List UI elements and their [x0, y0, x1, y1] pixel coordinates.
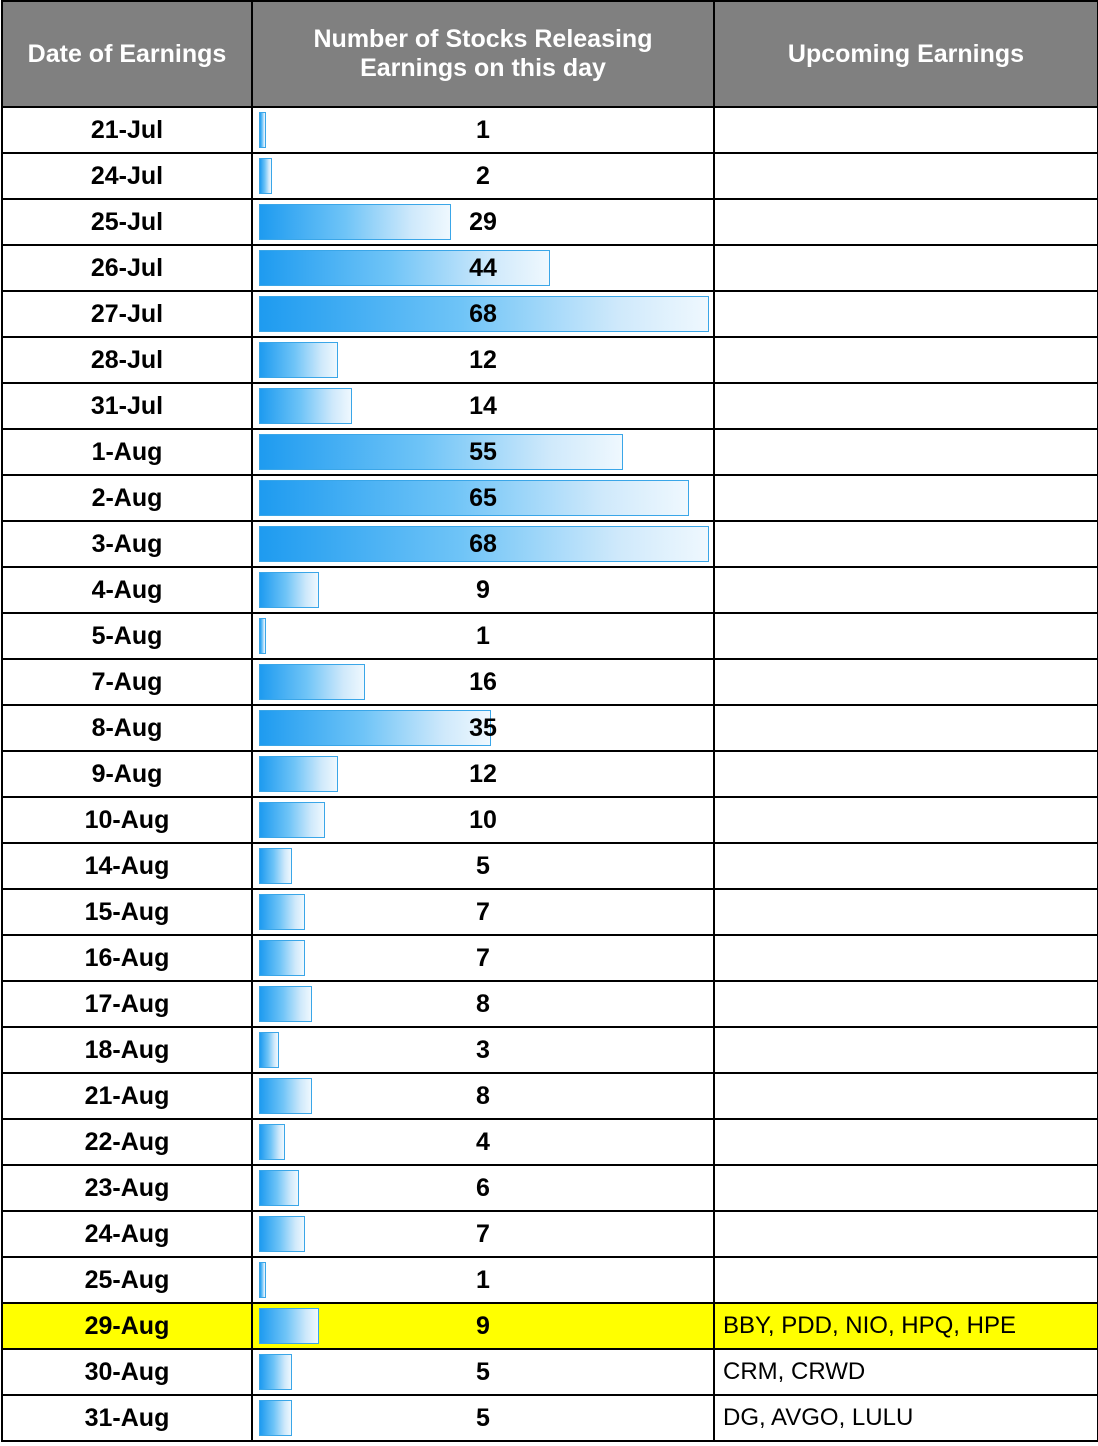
cell-count-value: 35 [469, 713, 497, 742]
cell-date: 4-Aug [2, 567, 252, 613]
cell-date: 29-Aug [2, 1303, 252, 1349]
cell-count-databar [252, 245, 714, 291]
table-row [2, 797, 1098, 843]
cell-upcoming-earnings [714, 981, 1098, 1027]
cell-count-value: 55 [469, 437, 497, 466]
table-row [2, 751, 1098, 797]
cell-date: 22-Aug [2, 1119, 252, 1165]
cell-date: 7-Aug [2, 659, 252, 705]
column-header-count: Number of Stocks Releasing Earnings on this day [252, 1, 714, 107]
table-row [2, 889, 1098, 935]
header-row [2, 1, 1098, 107]
databar-wrapper [259, 392, 707, 421]
table-row [2, 843, 1098, 889]
cell-count-value: 29 [469, 207, 497, 236]
databar-wrapper [259, 1036, 707, 1065]
cell-count-databar [252, 1395, 714, 1441]
cell-upcoming-earnings [714, 797, 1098, 843]
cell-count-databar [252, 199, 714, 245]
table-row [2, 429, 1098, 475]
table-row [2, 1073, 1098, 1119]
cell-upcoming-earnings [714, 153, 1098, 199]
cell-count-value: 4 [476, 1127, 490, 1156]
databar-wrapper [259, 208, 707, 237]
cell-count-databar [252, 705, 714, 751]
cell-upcoming-earnings [714, 1165, 1098, 1211]
cell-count-value: 1 [476, 621, 490, 650]
cell-count-value: 7 [476, 897, 490, 926]
cell-count-value: 6 [476, 1173, 490, 1202]
table-row [2, 1395, 1098, 1441]
table-row [2, 1303, 1098, 1349]
table-row [2, 521, 1098, 567]
databar-wrapper [259, 852, 707, 881]
cell-upcoming-earnings [714, 705, 1098, 751]
cell-upcoming-earnings [714, 245, 1098, 291]
cell-date: 24-Jul [2, 153, 252, 199]
databar-wrapper [259, 438, 707, 467]
cell-count-value: 5 [476, 1357, 490, 1386]
cell-count-databar [252, 475, 714, 521]
cell-count-databar [252, 1027, 714, 1073]
cell-count-databar [252, 1303, 714, 1349]
cell-upcoming-earnings [714, 843, 1098, 889]
cell-count-databar [252, 797, 714, 843]
cell-count-value: 8 [476, 989, 490, 1018]
table-row [2, 337, 1098, 383]
cell-upcoming-earnings [714, 475, 1098, 521]
column-header-upcoming: Upcoming Earnings [714, 1, 1098, 107]
cell-date: 17-Aug [2, 981, 252, 1027]
databar-wrapper [259, 1266, 707, 1295]
table-row [2, 199, 1098, 245]
cell-upcoming-earnings [714, 199, 1098, 245]
cell-date: 10-Aug [2, 797, 252, 843]
cell-count-databar [252, 935, 714, 981]
cell-count-value: 2 [476, 161, 490, 190]
cell-date: 25-Aug [2, 1257, 252, 1303]
cell-date: 31-Jul [2, 383, 252, 429]
table-row [2, 935, 1098, 981]
cell-count-databar [252, 1349, 714, 1395]
databar-wrapper [259, 760, 707, 789]
cell-count-databar [252, 889, 714, 935]
cell-count-databar [252, 1211, 714, 1257]
databar-wrapper [259, 346, 707, 375]
table-header [2, 1, 1098, 107]
cell-count-value: 44 [469, 253, 497, 282]
databar-wrapper [259, 300, 707, 329]
cell-count-value: 10 [469, 805, 497, 834]
cell-upcoming-earnings [714, 659, 1098, 705]
cell-count-databar [252, 1257, 714, 1303]
cell-count-databar [252, 337, 714, 383]
cell-date: 25-Jul [2, 199, 252, 245]
cell-upcoming-earnings [714, 935, 1098, 981]
cell-date: 14-Aug [2, 843, 252, 889]
databar-wrapper [259, 622, 707, 651]
table-row [2, 705, 1098, 751]
cell-date: 3-Aug [2, 521, 252, 567]
cell-date: 27-Jul [2, 291, 252, 337]
cell-upcoming-earnings: CRM, CRWD [714, 1349, 1098, 1395]
cell-count-value: 7 [476, 943, 490, 972]
cell-date: 2-Aug [2, 475, 252, 521]
cell-upcoming-earnings [714, 383, 1098, 429]
databar-wrapper [259, 116, 707, 145]
cell-upcoming-earnings [714, 889, 1098, 935]
cell-count-value: 5 [476, 1403, 490, 1432]
table-row [2, 981, 1098, 1027]
cell-upcoming-earnings [714, 1073, 1098, 1119]
cell-count-databar [252, 521, 714, 567]
table-row [2, 153, 1098, 199]
table-row [2, 613, 1098, 659]
cell-upcoming-earnings [714, 1211, 1098, 1257]
cell-count-value: 14 [469, 391, 497, 420]
databar-wrapper [259, 1358, 707, 1387]
cell-count-databar [252, 567, 714, 613]
cell-count-databar [252, 107, 714, 153]
cell-count-value: 68 [469, 529, 497, 558]
cell-upcoming-earnings: BBY, PDD, NIO, HPQ, HPE [714, 1303, 1098, 1349]
cell-date: 21-Jul [2, 107, 252, 153]
databar-wrapper [259, 990, 707, 1019]
table-row [2, 291, 1098, 337]
databar-wrapper [259, 1082, 707, 1111]
cell-count-databar [252, 659, 714, 705]
cell-date: 16-Aug [2, 935, 252, 981]
cell-count-value: 1 [476, 1265, 490, 1294]
cell-date: 28-Jul [2, 337, 252, 383]
cell-date: 24-Aug [2, 1211, 252, 1257]
table-row [2, 107, 1098, 153]
cell-date: 23-Aug [2, 1165, 252, 1211]
cell-count-value: 5 [476, 851, 490, 880]
cell-upcoming-earnings [714, 337, 1098, 383]
cell-upcoming-earnings [714, 1027, 1098, 1073]
databar-wrapper [259, 484, 707, 513]
databar-wrapper [259, 576, 707, 605]
databar-wrapper [259, 254, 707, 283]
cell-count-databar [252, 1073, 714, 1119]
cell-count-databar [252, 1165, 714, 1211]
cell-count-value: 12 [469, 759, 497, 788]
table-row [2, 1349, 1098, 1395]
cell-date: 30-Aug [2, 1349, 252, 1395]
table-body [2, 107, 1098, 1441]
cell-count-databar [252, 429, 714, 475]
table-row [2, 1257, 1098, 1303]
cell-count-value: 7 [476, 1219, 490, 1248]
cell-count-value: 12 [469, 345, 497, 374]
cell-count-value: 9 [476, 1311, 490, 1340]
cell-count-databar [252, 291, 714, 337]
cell-count-databar [252, 981, 714, 1027]
table-row [2, 475, 1098, 521]
cell-date: 8-Aug [2, 705, 252, 751]
databar-wrapper [259, 530, 707, 559]
table-row [2, 1119, 1098, 1165]
cell-count-value: 3 [476, 1035, 490, 1064]
cell-count-databar [252, 383, 714, 429]
databar-wrapper [259, 668, 707, 697]
cell-count-databar [252, 751, 714, 797]
cell-count-value: 16 [469, 667, 497, 696]
databar-wrapper [259, 1128, 707, 1157]
earnings-table [1, 0, 1098, 1442]
cell-upcoming-earnings: DG, AVGO, LULU [714, 1395, 1098, 1441]
cell-date: 18-Aug [2, 1027, 252, 1073]
cell-date: 26-Jul [2, 245, 252, 291]
cell-count-databar [252, 153, 714, 199]
databar-wrapper [259, 162, 707, 191]
cell-count-value: 68 [469, 299, 497, 328]
databar-wrapper [259, 1174, 707, 1203]
cell-upcoming-earnings [714, 567, 1098, 613]
cell-upcoming-earnings [714, 107, 1098, 153]
databar-wrapper [259, 1312, 707, 1341]
cell-count-value: 9 [476, 575, 490, 604]
databar-wrapper [259, 714, 707, 743]
databar-wrapper [259, 806, 707, 835]
cell-date: 21-Aug [2, 1073, 252, 1119]
table-row [2, 1027, 1098, 1073]
cell-count-value: 8 [476, 1081, 490, 1110]
cell-date: 15-Aug [2, 889, 252, 935]
table-row [2, 1165, 1098, 1211]
cell-date: 9-Aug [2, 751, 252, 797]
cell-upcoming-earnings [714, 1257, 1098, 1303]
cell-date: 1-Aug [2, 429, 252, 475]
databar-wrapper [259, 1404, 707, 1433]
cell-count-databar [252, 1119, 714, 1165]
databar-wrapper [259, 898, 707, 927]
table-row [2, 245, 1098, 291]
databar-wrapper [259, 1220, 707, 1249]
cell-upcoming-earnings [714, 429, 1098, 475]
cell-date: 5-Aug [2, 613, 252, 659]
cell-upcoming-earnings [714, 521, 1098, 567]
cell-count-databar [252, 843, 714, 889]
cell-count-value: 1 [476, 115, 490, 144]
cell-upcoming-earnings [714, 1119, 1098, 1165]
cell-count-value: 65 [469, 483, 497, 512]
cell-upcoming-earnings [714, 613, 1098, 659]
cell-date: 31-Aug [2, 1395, 252, 1441]
table-row [2, 383, 1098, 429]
cell-count-databar [252, 613, 714, 659]
cell-upcoming-earnings [714, 751, 1098, 797]
table-row [2, 567, 1098, 613]
column-header-date: Date of Earnings [2, 1, 252, 107]
databar-wrapper [259, 944, 707, 973]
table-row [2, 659, 1098, 705]
cell-upcoming-earnings [714, 291, 1098, 337]
table-row [2, 1211, 1098, 1257]
